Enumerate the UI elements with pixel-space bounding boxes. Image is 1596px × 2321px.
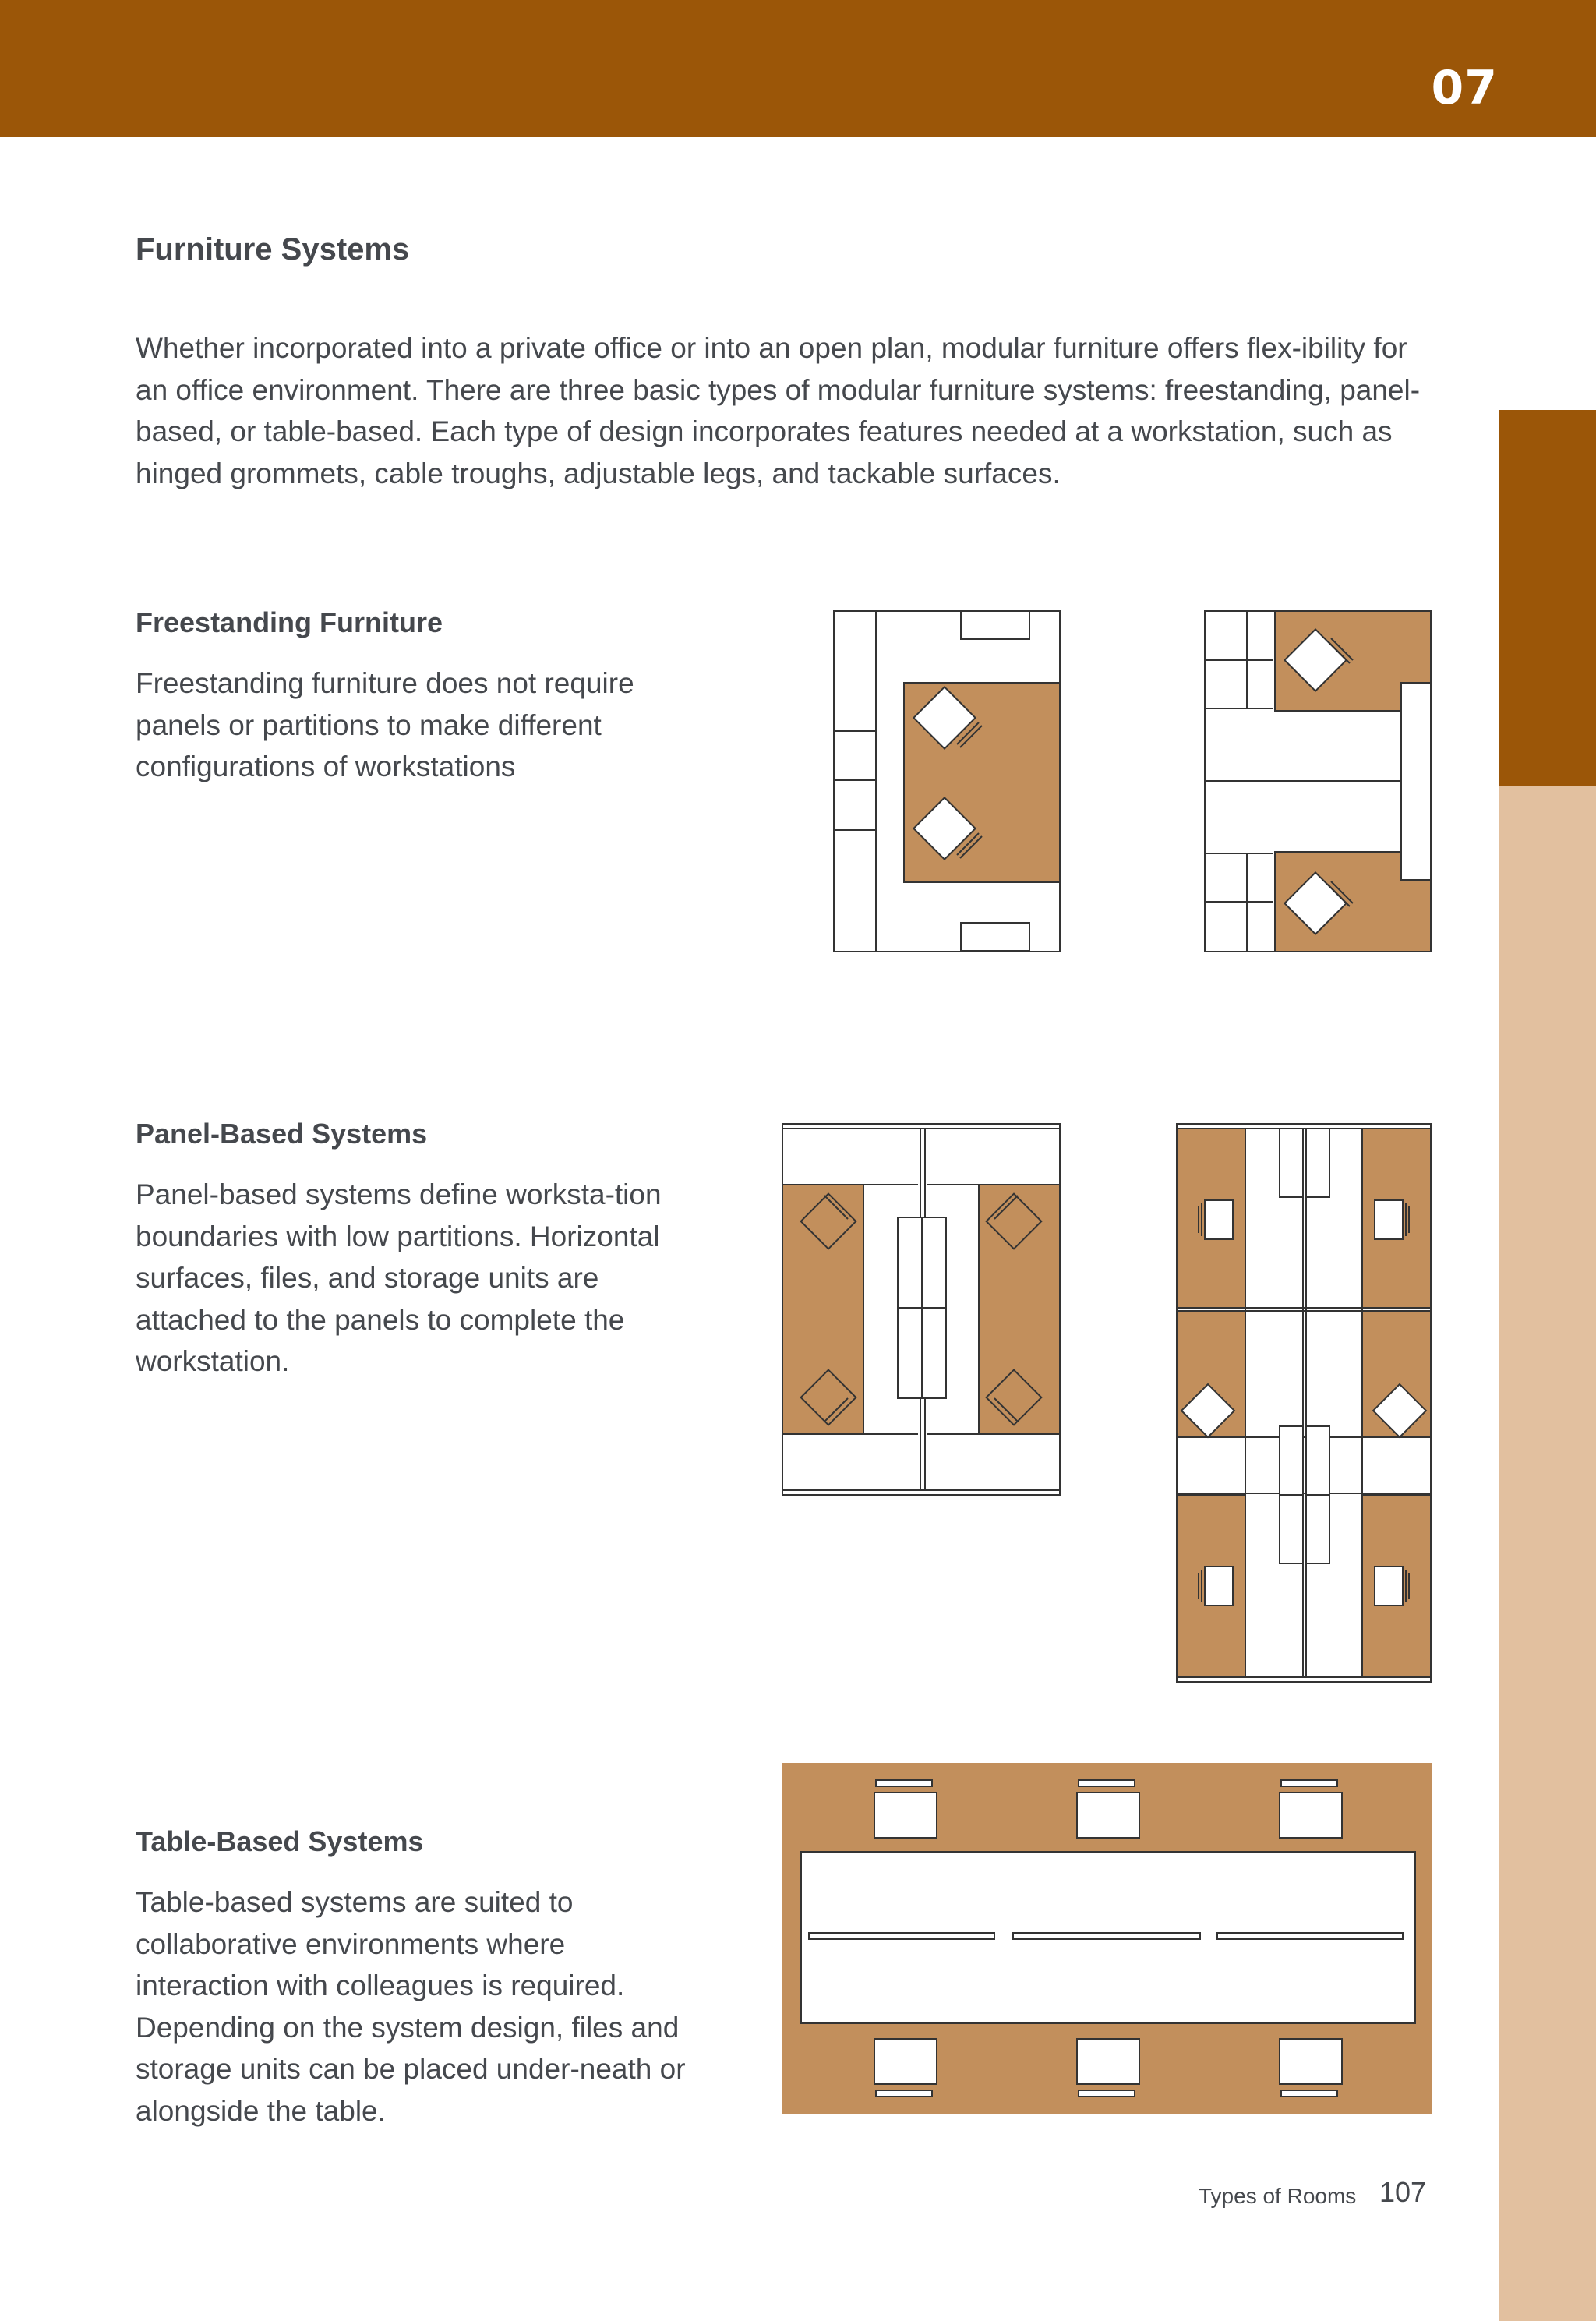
- table-heading: Table-Based Systems: [136, 1825, 424, 1857]
- chapter-number: 07: [1431, 61, 1498, 115]
- freestanding-plan-a: [831, 610, 1061, 953]
- freestanding-body: Freestanding furniture does not require panels or partitions to make different configurations of workstations: [136, 667, 634, 782]
- footer-chapter-label: Types of Rooms: [1199, 2184, 1357, 2208]
- panel-plan-a: [781, 1122, 1061, 1496]
- freestanding-heading: Freestanding Furniture: [136, 606, 443, 638]
- panel-plan-b: [1175, 1122, 1432, 1683]
- panel-body: Panel-based systems define worksta-tion boundaries with low partitions. Horizontal surfaces, files, and storage units are attached to the panels to complete the workstation.: [136, 1178, 662, 1377]
- chapter-header-bar: [0, 0, 1596, 137]
- side-tab-active: [1499, 410, 1596, 786]
- table-body: Table-based systems are suited to collaborative environments where interaction with colleagues is required. Depending on the system design, files and storage units can be placed under-neath or alongside the table.: [136, 1886, 686, 2127]
- intro-paragraph: Whether incorporated into a private office or into an open plan, modular furniture offers flex-ibility for an office environment. There are three basic types of modular furniture systems: freestanding, panel-based, or table-based. Each type of design incorporates features needed at a workstation, such as hinged grommets, cable troughs, adjustable legs, and tackable surfaces.: [136, 332, 1421, 489]
- table-plan: [782, 1763, 1432, 2114]
- panel-heading: Panel-Based Systems: [136, 1118, 428, 1150]
- section-title: Furniture Systems: [136, 232, 410, 267]
- page-number: 107: [1379, 2176, 1427, 2208]
- freestanding-plan-b: [1202, 610, 1432, 953]
